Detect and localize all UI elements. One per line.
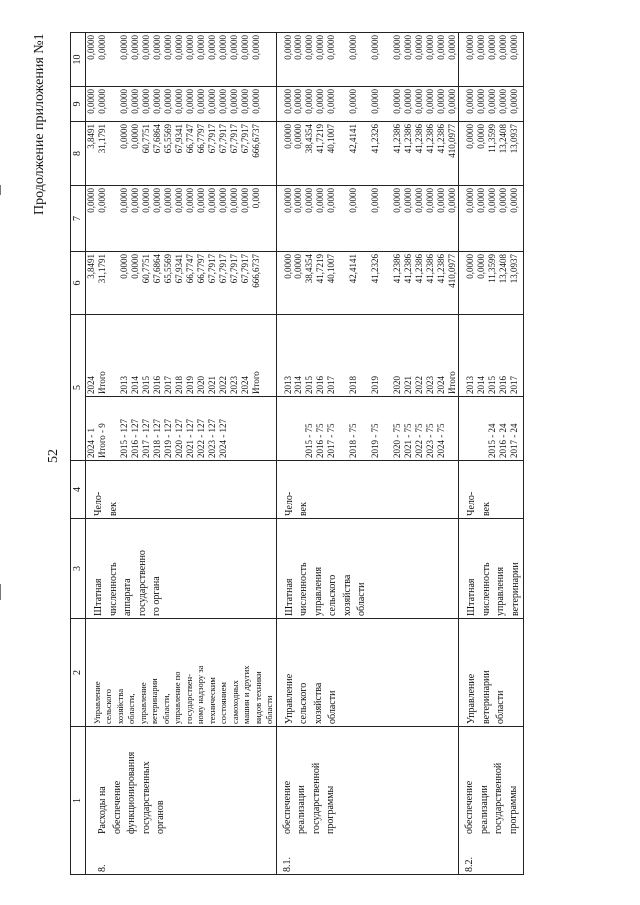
header-col-10: 10	[71, 33, 86, 87]
unit-cell	[459, 461, 524, 519]
targets-cell	[459, 397, 524, 461]
value-col-10	[459, 33, 524, 87]
value-text: 0,0000 0,0000 0,0000 0,0000 0,0000 0,0000 0,0000 0,0000 0,0000 0,0000 0,0000 0,0000 0,0000	[282, 89, 458, 114]
value-col-6	[276, 252, 459, 315]
value-text: 3,8491 31,1791 0,0000 0,0000 60,7751 67,6864 65,5569 67,9341 66,7747 66,7797 67,7917 67,7917 67,7917 67,7917 666,6737	[86, 254, 261, 288]
value-text: 0,0000 0,0000 0,0000 0,0000 0,0000	[465, 35, 519, 60]
header-col-1: 1	[71, 727, 86, 875]
value-col-7	[276, 186, 459, 252]
targets-cell	[276, 397, 459, 461]
indicator-text: Штатная численность управления ветеринарии	[466, 562, 521, 616]
value-col-9	[86, 87, 277, 122]
targets-text: 2024 - 1 Итого - 9 2015 - 127 2016 - 127 2017 - 127 2018 - 127 2019 - 127 2020 - 127 2021 - 127 2022 - 127 2023 - 127 2024 - 127	[86, 419, 228, 458]
value-col-6	[86, 252, 277, 315]
table-row	[459, 33, 524, 875]
value-col-8	[459, 122, 524, 186]
indicator-text: Штатная численность управления сельского хозяйства области	[283, 562, 367, 616]
row-name-cell	[276, 727, 459, 875]
value-col-9	[276, 87, 459, 122]
value-col-6	[459, 252, 524, 315]
page-number: 52	[46, 449, 61, 463]
indicator-cell	[276, 519, 459, 619]
header-col-5: 5	[71, 315, 86, 461]
value-text: 0,0000 0,0000 38,4354 41,7219 40,1007 42,4141 41,2326 41,2386 41,2386 41,2386 41,2386 41,2386 410,0977	[282, 254, 458, 288]
indicator-cell	[459, 519, 524, 619]
header-row	[71, 33, 86, 875]
value-col-8	[276, 122, 459, 186]
value-col-10	[86, 33, 277, 87]
header-col-7: 7	[71, 186, 86, 252]
years-cell	[459, 315, 524, 397]
value-text: 3,8491 31,1791 0,0000 0,0000 60,7751 67,6864 65,5569 67,9341 66,7747 66,7797 67,7917 67,7917 67,7917 67,7917 666,6737	[86, 124, 261, 158]
top-mark	[0, 584, 1, 600]
table-row	[86, 33, 277, 875]
unit-text: Чело- век	[466, 491, 492, 516]
executor-text: Управление сельского хозяйства области	[283, 673, 338, 724]
value-text: 0,0000 0,0000 0,0000 0,0000 0,0000 0,0000 0,0000 0,0000 0,0000 0,0000 0,0000 0,0000 0,0000 0,0000 0,000	[86, 188, 261, 213]
value-text: 0,0000 0,0000 0,0000 0,0000 0,0000 0,0000 0,0000 0,0000 0,0000 0,0000 0,0000 0,0000 0,0000 0,0000 0,0000	[86, 89, 261, 114]
years-text: 2013 2014 2015 2016 2017 2018 2019 2020 2021 2022 2023 2024 Итого	[282, 371, 458, 394]
header-col-4: 4	[71, 461, 86, 519]
executor-cell	[276, 619, 459, 727]
appendix-heading: Продолжение приложения №1	[32, 33, 47, 215]
targets-text: 2015 - 75 2016 - 75 2017 - 75 2018 - 75 2019 - 75 2020 - 75 2021 - 75 2022 - 75 2023 - 75 2024 - 75	[304, 423, 447, 458]
value-text: 0,0000 0,0000 38,4354 41,7219 40,1007 42,4141 41,2326 41,2386 41,2386 41,2386 41,2386 41,2386 410,0977	[282, 124, 458, 158]
executor-cell	[459, 619, 524, 727]
unit-text: Чело- век	[283, 491, 309, 516]
row-title: обеспечение реализации государственной программы	[464, 762, 519, 834]
unit-cell	[276, 461, 459, 519]
value-text: 0,0000 0,0000 0,0000 0,0000 0,0000	[465, 89, 519, 114]
value-col-7	[459, 186, 524, 252]
row-title: обеспечение реализации государственной программы	[281, 762, 336, 834]
value-col-10	[276, 33, 459, 87]
years-text: 2024 Итого 2013 2014 2015 2016 2017 2018 2019 2020 2021 2022 2023 2024 Итого	[86, 371, 261, 394]
executor-text: Управление ветеринарии области	[466, 670, 506, 724]
indicator-text: Штатная численность аппарата государственно го органа	[93, 550, 162, 616]
value-col-9	[459, 87, 524, 122]
indicator-cell	[86, 519, 277, 619]
program-table	[70, 32, 524, 875]
value-col-8	[86, 122, 277, 186]
row-number: 8.1.	[281, 857, 293, 872]
years-cell	[86, 315, 277, 397]
row-number: 8.	[97, 864, 108, 872]
row-number: 8.2.	[464, 857, 475, 872]
value-text: 0,0000 0,0000 11,3599 13,2408 13,0937	[465, 124, 519, 154]
value-col-7	[86, 186, 277, 252]
row-name-cell	[459, 727, 524, 875]
header-col-2: 2	[71, 619, 86, 727]
header-col-6: 6	[71, 252, 86, 315]
years-text: 2013 2014 2015 2016 2017	[465, 376, 519, 394]
header-col-8: 8	[71, 122, 86, 186]
header-col-3: 3	[71, 519, 86, 619]
value-text: 0,0000 0,0000 0,0000 0,0000 0,0000	[465, 188, 519, 213]
value-text: 0,0000 0,0000 0,0000 0,0000 0,0000 0,0000 0,0000 0,0000 0,0000 0,0000 0,0000 0,0000 0,0000 0,0000 0,0000	[86, 35, 261, 60]
value-text: 0,0000 0,0000 0,0000 0,0000 0,0000 0,0000 0,0000 0,0000 0,0000 0,0000 0,0000 0,0000 0,0000	[282, 188, 458, 213]
value-text: 0,0000 0,0000 0,0000 0,0000 0,0000 0,0000 0,0000 0,0000 0,0000 0,0000 0,0000 0,0000 0,0000	[282, 35, 458, 60]
unit-cell	[86, 461, 277, 519]
years-cell	[276, 315, 459, 397]
header-col-9: 9	[71, 87, 86, 122]
value-text: 0,0000 0,0000 11,3599 13,2408 13,0937	[465, 254, 519, 284]
executor-cell	[86, 619, 277, 727]
unit-text: Чело- век	[93, 491, 119, 516]
targets-text: 2015 - 24 2016 - 24 2017 - 24	[486, 423, 519, 458]
table-row	[276, 33, 459, 875]
top-mark-right	[0, 185, 1, 195]
targets-cell	[86, 397, 277, 461]
row-name-cell	[86, 727, 277, 875]
row-title: Расходы на обеспечение функционирования государственных органов	[97, 751, 166, 834]
executor-text: Управление сельского хозяйства области, управление ветеринарии области, управление по государствен- ному надзору за техническим состоянием самоходных машин и других видов техники области	[92, 665, 275, 724]
